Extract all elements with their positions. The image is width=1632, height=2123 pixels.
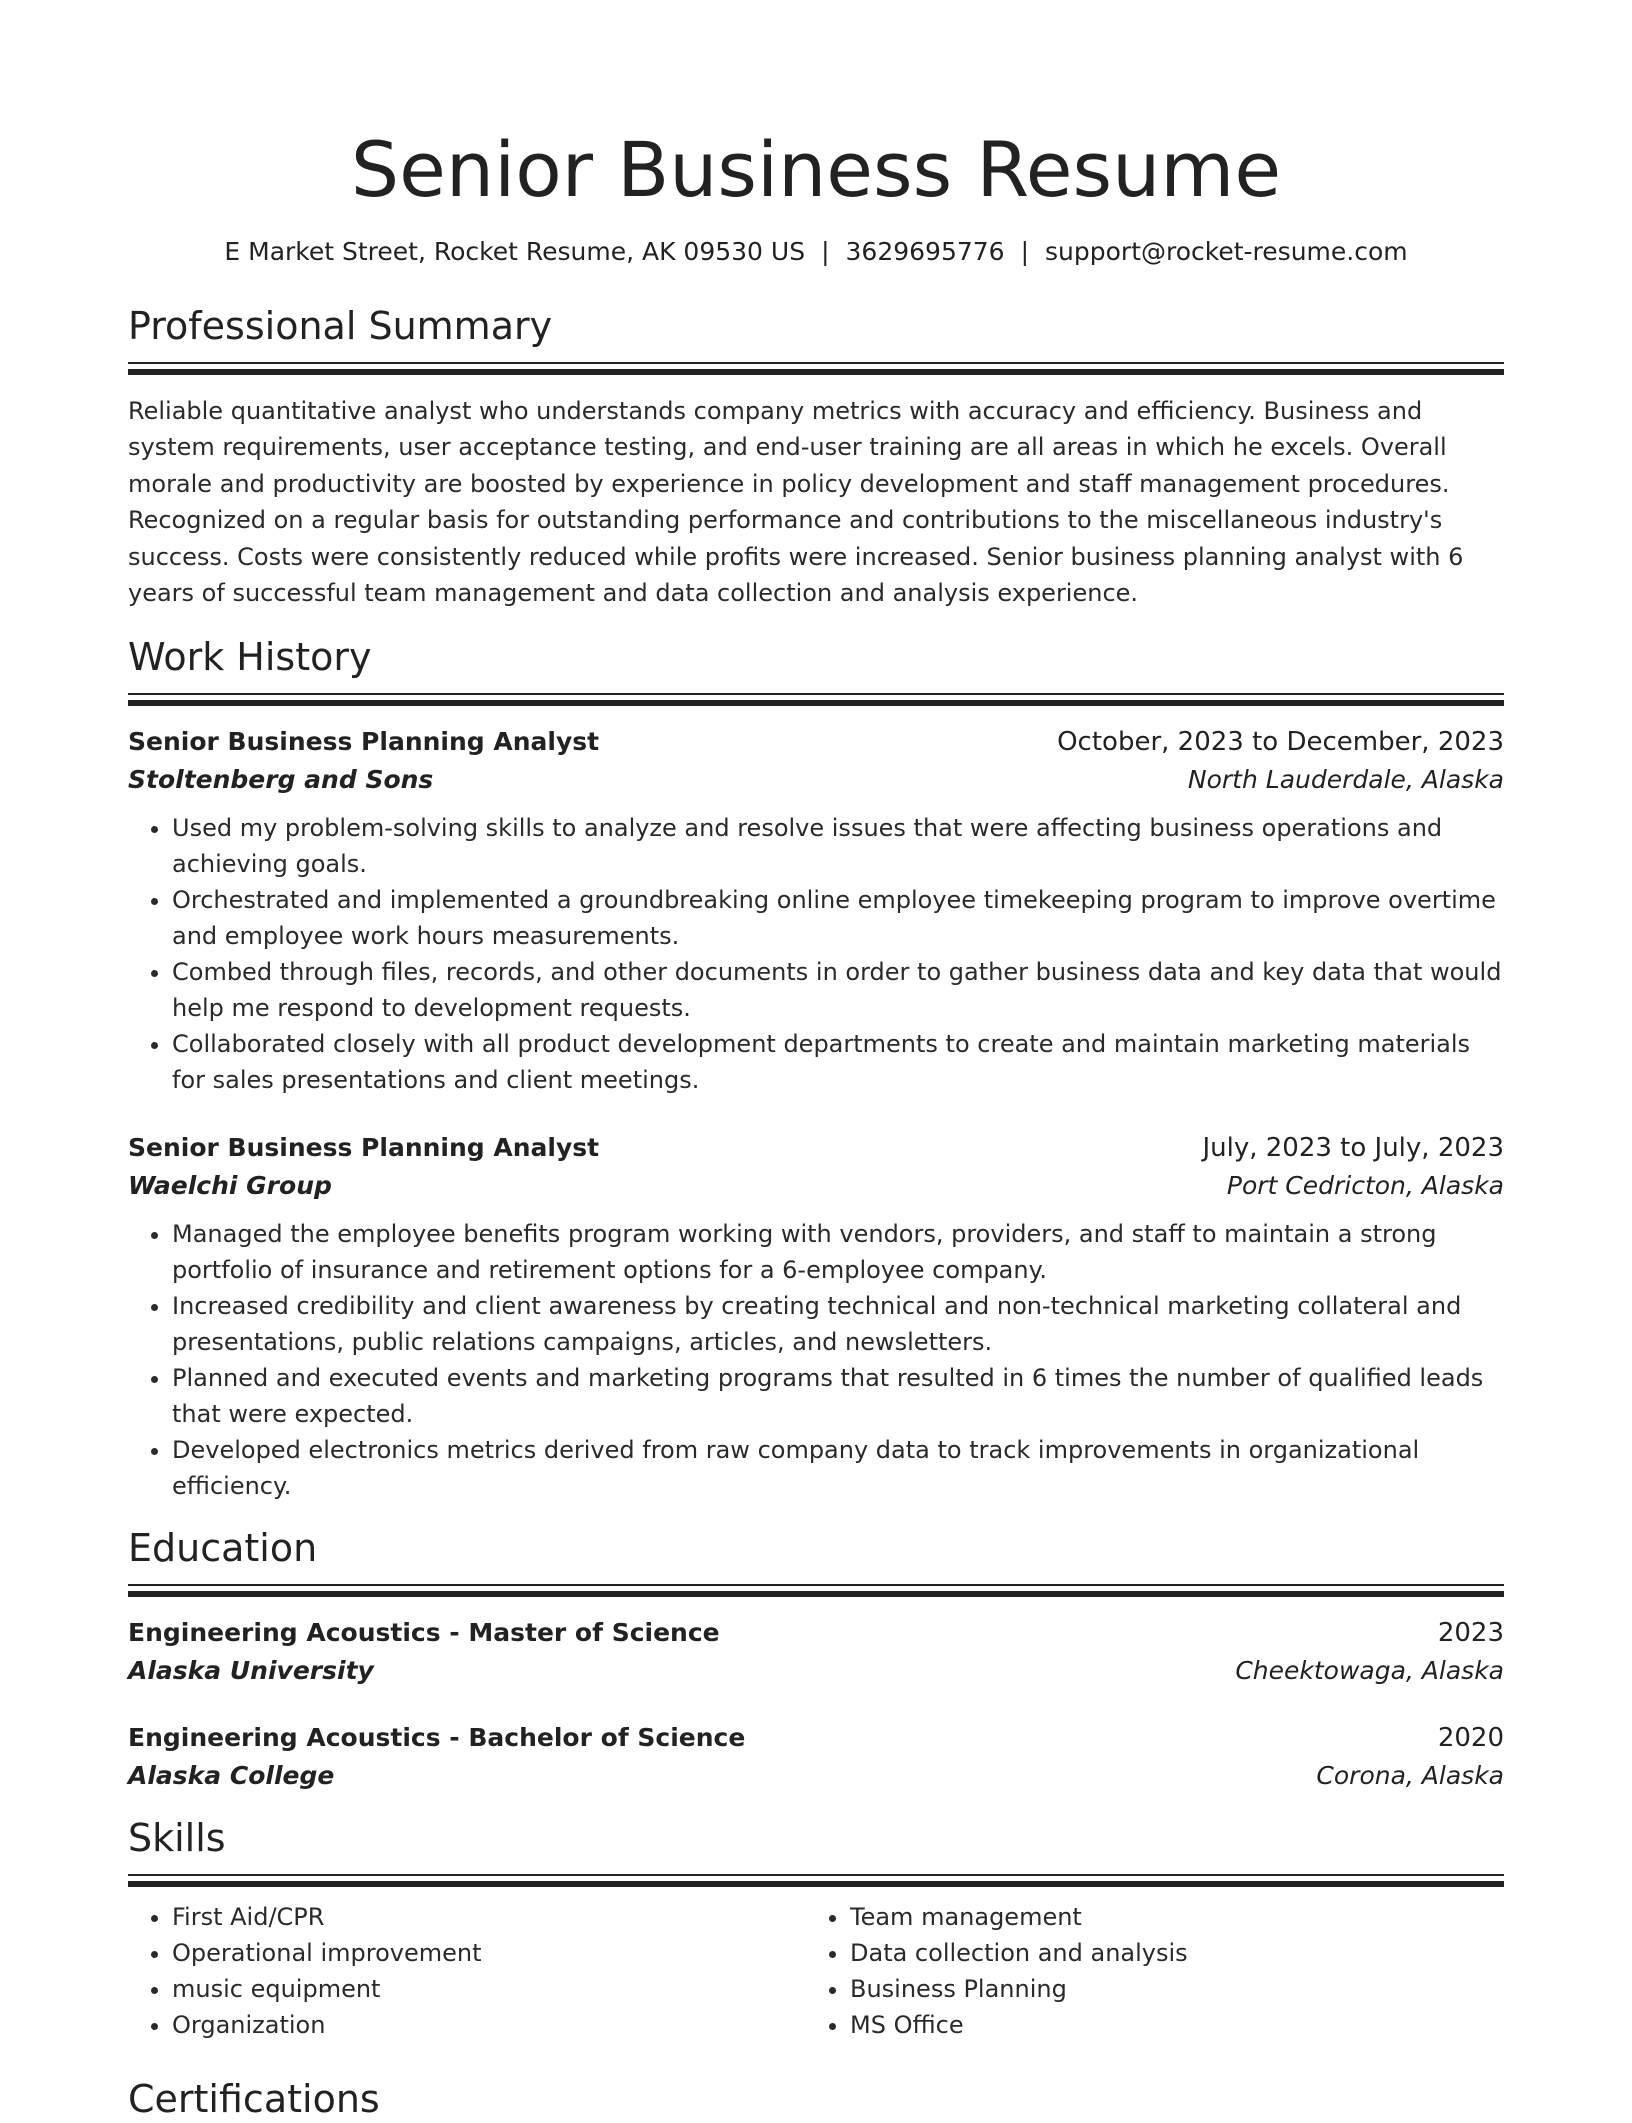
- section-divider-thick: [128, 1881, 1504, 1887]
- job-bullet: • Used my problem-solving skills to analyze and resolve issues that were affecting business operations and achieving goals.: [172, 810, 1504, 882]
- section-title-education: Education: [128, 1526, 318, 1571]
- contact-address: E Market Street, Rocket Resume, AK 09530 US: [224, 237, 806, 266]
- job-bullets: [128, 810, 1504, 1098]
- education-school: Alaska University: [128, 1656, 374, 1686]
- job-bullets: [128, 1216, 1504, 1504]
- education-location: Corona, Alaska: [1316, 1761, 1504, 1791]
- job-company: Waelchi Group: [128, 1171, 332, 1201]
- job-title: Senior Business Planning Analyst: [128, 727, 600, 757]
- section-divider: [128, 1584, 1504, 1586]
- education-entry: [128, 1720, 1504, 1796]
- job-bullet: • Developed electronics metrics derived from raw company data to track improvements in organizational efficiency.: [172, 1432, 1504, 1504]
- skills-list: [128, 1899, 1504, 2043]
- education-entry: [128, 1615, 1504, 1691]
- job-bullet: • Managed the employee benefits program working with vendors, providers, and staff to maintain a strong portfolio of insurance and retirement options for a 6-employee company.: [172, 1216, 1504, 1288]
- section-divider: [128, 362, 1504, 364]
- education-section: [128, 1524, 1504, 1796]
- job-bullet: • Combed through files, records, and other documents in order to gather business data and key data that would help me respond to development requests.: [172, 954, 1504, 1026]
- skill-item: • Business Planning: [850, 1971, 1484, 2007]
- contact-line: [128, 236, 1504, 268]
- work-history-section: [128, 633, 1504, 1504]
- job-company: Stoltenberg and Sons: [128, 765, 434, 795]
- summary-section: [128, 302, 1504, 611]
- skill-item: • MS Office: [850, 2007, 1484, 2043]
- section-divider-thick: [128, 700, 1504, 706]
- section-title-summary: Professional Summary: [128, 304, 553, 348]
- skills-column-right: [806, 1899, 1484, 2043]
- resume-page: [128, 0, 1504, 2123]
- contact-phone[interactable]: 3629695776: [845, 237, 1005, 266]
- education-location: Cheektowaga, Alaska: [1235, 1656, 1504, 1686]
- skill-item: • Organization: [172, 2007, 806, 2043]
- contact-email[interactable]: support@rocket-resume.com: [1045, 237, 1408, 266]
- job-bullet: • Orchestrated and implemented a groundbreaking online employee timekeeping program to improve overtime and employee work hours measurements.: [172, 882, 1504, 954]
- education-year: 2023: [1437, 1618, 1504, 1649]
- contact-separator: |: [1020, 237, 1030, 266]
- job-dates: October, 2023 to December, 2023: [1057, 727, 1504, 758]
- section-title-skills: Skills: [128, 1816, 226, 1861]
- contact-separator: |: [821, 237, 830, 266]
- skill-item: • Team management: [850, 1899, 1484, 1935]
- skill-item: • Data collection and analysis: [850, 1935, 1484, 1971]
- section-divider-thick: [128, 1591, 1504, 1597]
- education-year: 2020: [1437, 1723, 1504, 1754]
- education-degree: Engineering Acoustics - Bachelor of Science: [128, 1723, 746, 1753]
- job-entry: [128, 1130, 1504, 1504]
- section-title-certifications: Certifications: [128, 2077, 380, 2122]
- skills-column-left: [128, 1899, 806, 2043]
- job-location: Port Cedricton, Alaska: [1226, 1171, 1504, 1201]
- job-bullet: • Planned and executed events and marketing programs that resulted in 6 times the number of qualified leads that were expected.: [172, 1360, 1504, 1432]
- resume-title: Senior Business Resume: [350, 125, 1282, 214]
- job-entry: [128, 724, 1504, 1098]
- section-divider: [128, 693, 1504, 695]
- job-title: Senior Business Planning Analyst: [128, 1133, 600, 1163]
- job-bullet: • Collaborated closely with all product development departments to create and maintain marketing materials for sales presentations and client meetings.: [172, 1026, 1504, 1098]
- education-degree: Engineering Acoustics - Master of Science: [128, 1618, 720, 1648]
- summary-text: Reliable quantitative analyst who understands company metrics with accuracy and efficiency. Business and system requirements, user acceptance testing, and end-user training are all areas in which he excels. Overall morale and productivity are boosted by experience in policy development and staff management procedures. Recognized on a regular basis for outstanding performance and contributions to the miscellaneous industry's success. Costs were consistently reduced while profits were increased. Senior business planning analyst with 6 years of successful team management and data collection and analysis experience.: [128, 397, 1464, 608]
- skill-item: • First Aid/CPR: [172, 1899, 806, 1935]
- section-divider: [128, 1874, 1504, 1876]
- skill-item: • Operational improvement: [172, 1935, 806, 1971]
- section-title-work-history: Work History: [128, 635, 372, 680]
- education-school: Alaska College: [128, 1761, 335, 1791]
- section-divider-thick: [128, 369, 1504, 375]
- skills-section: [128, 1814, 1504, 2043]
- job-dates: July, 2023 to July, 2023: [1202, 1133, 1504, 1164]
- certifications-section: [128, 2075, 1504, 2123]
- job-bullet: • Increased credibility and client awareness by creating technical and non-technical marketing collateral and presentations, public relations campaigns, articles, and newsletters.: [172, 1288, 1504, 1360]
- job-location: North Lauderdale, Alaska: [1187, 765, 1504, 795]
- skill-item: • music equipment: [172, 1971, 806, 2007]
